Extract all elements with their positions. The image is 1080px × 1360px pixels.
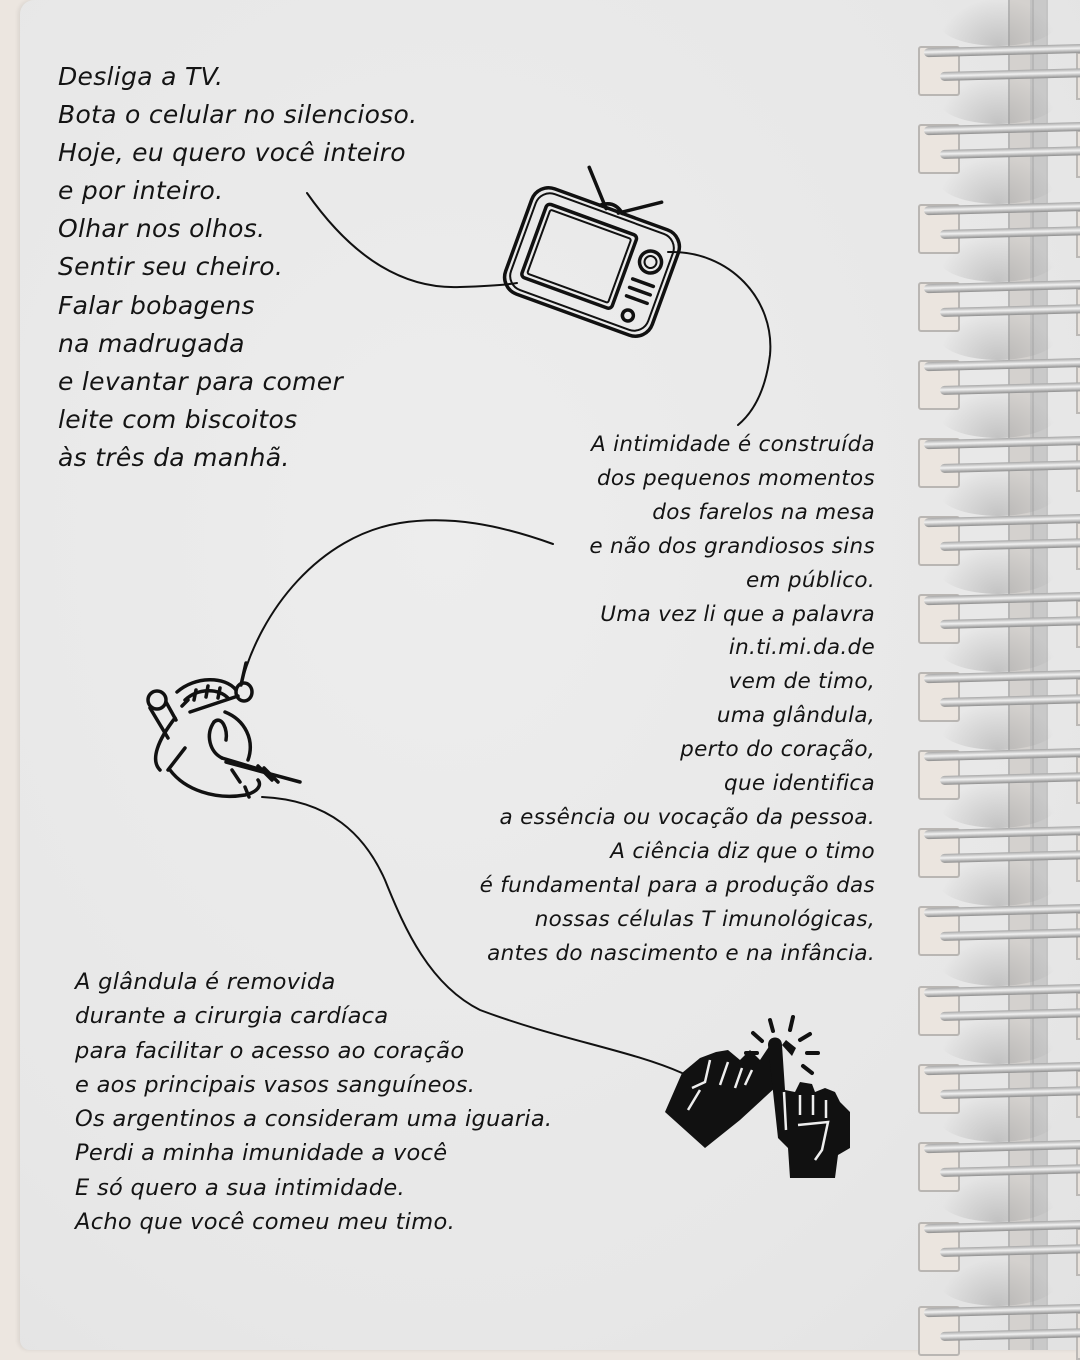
poem-line: Bota o celular no silencioso. xyxy=(58,100,418,130)
poem-line: e aos principais vasos sanguíneos. xyxy=(75,1071,476,1098)
poem-line: Acho que você comeu meu timo. xyxy=(75,1209,456,1236)
poem-line: Sentir seu cheiro. xyxy=(58,252,284,282)
poem-line: a essência ou vocação da pessoa. xyxy=(499,804,875,830)
poem-line: Uma vez li que a palavra xyxy=(600,601,875,627)
poem-line: Olhar nos olhos. xyxy=(58,214,266,244)
poem-block-right xyxy=(480,428,875,971)
poem-line: A glândula é removida xyxy=(75,969,336,995)
poem-line: dos farelos na mesa xyxy=(652,499,875,525)
poem-line: que identifica xyxy=(724,771,875,797)
poem-line: Perdi a minha imunidade a você xyxy=(75,1140,448,1167)
poem-line: leite com biscoitos xyxy=(58,404,298,434)
poem-line: A ciência diz que o timo xyxy=(610,838,875,864)
connector-tv-to-right-text xyxy=(668,252,770,425)
pinky-promise-hands-icon xyxy=(665,1017,850,1178)
anatomical-heart-icon xyxy=(148,663,300,797)
poem-line: perto do coração, xyxy=(680,737,875,763)
poem-line: E só quero a sua intimidade. xyxy=(75,1174,405,1201)
poem-line: Falar bobagens xyxy=(58,290,255,320)
poem-line: e levantar para comer xyxy=(58,366,344,396)
poem-line: uma glândula, xyxy=(716,703,875,729)
retro-tv-icon xyxy=(500,153,696,342)
poem-line: durante a cirurgia cardíaca xyxy=(75,1003,389,1030)
poem-line: Os argentinos a consideram uma iguaria. xyxy=(75,1106,553,1133)
poem-line: in.ti.mi.da.de xyxy=(728,635,875,661)
poem-line: para facilitar o acesso ao coração xyxy=(75,1037,465,1064)
poem-line: A intimidade é construída xyxy=(590,432,875,457)
poem-line: vem de timo, xyxy=(728,669,875,695)
poem-line: em público. xyxy=(746,567,875,593)
poem-line: Desliga a TV. xyxy=(58,62,224,91)
poem-line: antes do nascimento e na infância. xyxy=(487,940,875,966)
poem-block-bottom-left xyxy=(75,965,552,1239)
poem-line: é fundamental para a produção das xyxy=(479,872,875,898)
poem-line: e não dos grandiosos sins xyxy=(589,533,875,559)
poem-line: e por inteiro. xyxy=(58,176,224,206)
poem-line: às três da manhã. xyxy=(58,442,290,472)
poem-line: Hoje, eu quero você inteiro xyxy=(58,138,406,168)
poem-line: nossas células T imunológicas, xyxy=(534,906,875,932)
poem-line: dos pequenos momentos xyxy=(596,465,875,491)
poem-block-top-left xyxy=(58,58,417,477)
poem-line: na madrugada xyxy=(58,328,245,358)
